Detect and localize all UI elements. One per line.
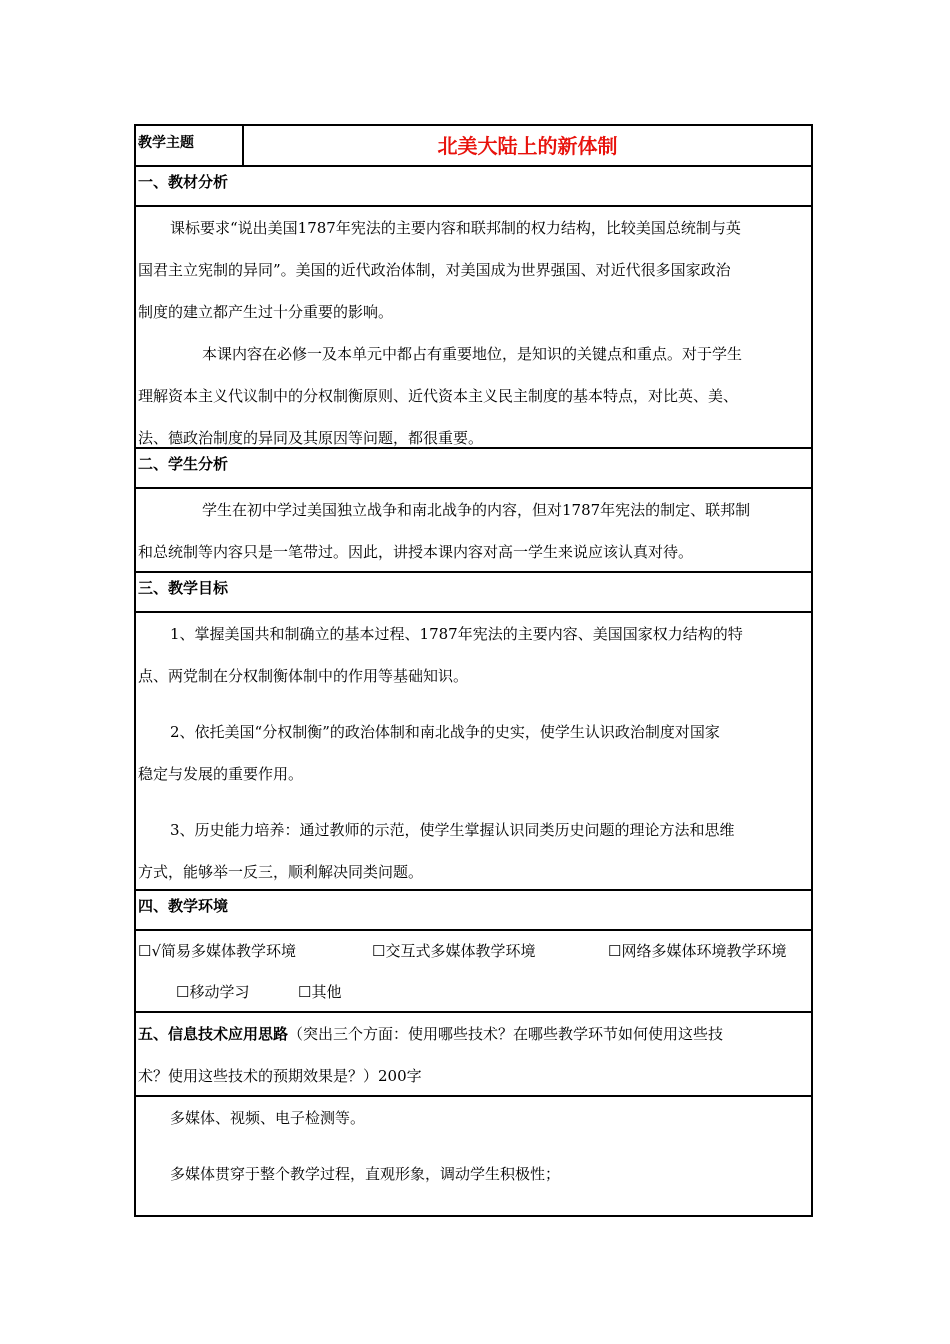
paragraph-line: 国君主立宪制的异同”。美国的近代政治体制，对美国成为世界强国、对近代很多国家政治 <box>138 261 731 279</box>
option-mobile-learning[interactable]: ☐移动学习 <box>176 983 250 1001</box>
paragraph-line: 课标要求“说出美国1787年宪法的主要内容和联邦制的权力结构，比较美国总统制与英 <box>170 219 741 237</box>
title-row <box>136 126 811 167</box>
paragraph-line: 和总统制等内容只是一笔带过。因此，讲授本课内容对高一学生来说应该认真对待。 <box>138 543 694 561</box>
paragraph-line: 理解资本主义代议制中的分权制衡原则、近代资本主义民主制度的基本特点，对比英、美、 <box>138 387 739 405</box>
section-content-teaching-goals <box>136 613 811 891</box>
title-label: 教学主题 <box>136 126 244 165</box>
it-heading-bold: 五、信息技术应用思路 <box>138 1025 289 1043</box>
option-other[interactable]: ☐其他 <box>298 983 342 1001</box>
spacer <box>138 1139 809 1153</box>
goal-line: 点、两党制在分权制衡体制中的作用等基础知识。 <box>138 667 469 685</box>
section-content-student-analysis <box>136 489 811 573</box>
it-heading-line2: 术？使用这些技术的预期效果是？）200字 <box>138 1067 422 1085</box>
option-network-multimedia[interactable]: ☐网络多媒体环境教学环境 <box>608 942 787 960</box>
section-heading-student-analysis: 二、学生分析 <box>136 449 811 489</box>
option-simple-multimedia[interactable]: ☐√简易多媒体教学环境 <box>138 942 297 960</box>
goal-line: 方式，能够举一反三，顺利解决同类问题。 <box>138 863 424 881</box>
section-content-it-application <box>136 1097 811 1215</box>
spacer <box>138 697 809 711</box>
it-heading-note: （突出三个方面：使用哪些技术？在哪些教学环节如何使用这些技 <box>288 1025 724 1043</box>
goal-line: 稳定与发展的重要作用。 <box>138 765 304 783</box>
lesson-plan-table <box>134 124 813 1217</box>
goal-line: 3、历史能力培养：通过教师的示范，使学生掌握认识同类历史问题的理论方法和思维 <box>170 821 735 839</box>
section-heading-textbook-analysis: 一、教材分析 <box>136 167 811 207</box>
section-content-teaching-environment <box>136 931 811 1013</box>
it-line: 多媒体贯穿于整个教学过程，直观形象，调动学生积极性； <box>170 1165 561 1183</box>
paragraph-line: 本课内容在必修一及本单元中都占有重要地位，是知识的关键点和重点。对于学生 <box>202 345 743 363</box>
environment-options-line2 <box>138 972 809 1013</box>
section-heading-it-application <box>136 1013 811 1097</box>
spacer <box>138 795 809 809</box>
section-heading-teaching-goals: 三、教学目标 <box>136 573 811 613</box>
environment-options-line1 <box>138 931 809 972</box>
lesson-title: 北美大陆上的新体制 <box>437 134 618 158</box>
section-heading-teaching-environment: 四、教学环境 <box>136 891 811 931</box>
it-line: 多媒体、视频、电子检测等。 <box>170 1109 366 1127</box>
goal-line: 2、依托美国“分权制衡”的政治体制和南北战争的史实，使学生认识政治制度对国家 <box>170 723 720 741</box>
paragraph-line: 法、德政治制度的异同及其原因等问题，都很重要。 <box>138 429 484 447</box>
goal-line: 1、掌握美国共和制确立的基本过程、1787年宪法的主要内容、美国国家权力结构的特 <box>170 625 743 643</box>
it-heading-line1 <box>138 1013 809 1055</box>
paragraph-line: 学生在初中学过美国独立战争和南北战争的内容，但对1787年宪法的制定、联邦制 <box>202 501 751 519</box>
option-interactive-multimedia[interactable]: ☐交互式多媒体教学环境 <box>372 942 536 960</box>
section-content-textbook-analysis <box>136 207 811 449</box>
paragraph-line: 制度的建立都产生过十分重要的影响。 <box>138 303 394 321</box>
